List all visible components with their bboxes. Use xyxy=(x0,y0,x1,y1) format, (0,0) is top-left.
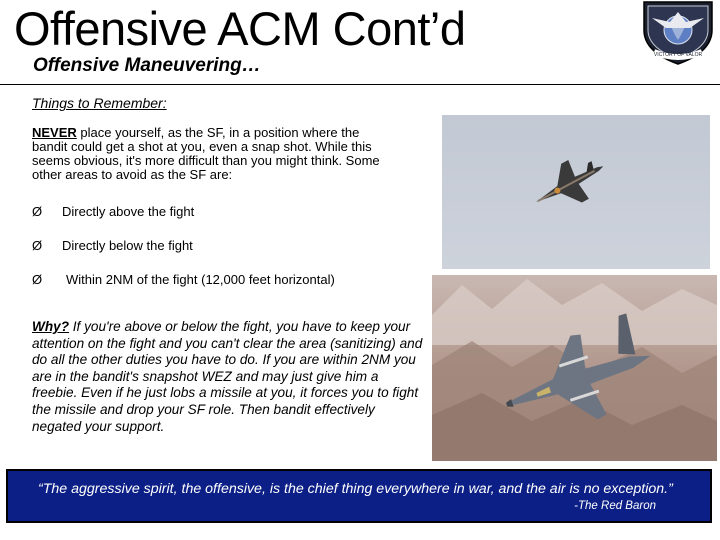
section-heading: Things to Remember: xyxy=(32,95,167,111)
intro-text: place yourself, as the SF, in a position where the bandit could get a shot at you, even a snap shot. While this seems obvious, it's more difficult than you might think. Some other areas to avoid as the SF are: xyxy=(32,125,380,182)
why-paragraph xyxy=(32,319,424,435)
bullet-item xyxy=(32,204,194,219)
bullet-item xyxy=(32,272,335,287)
bullet-text: Directly below the fight xyxy=(62,238,193,253)
slide-subtitle: Offensive Maneuvering… xyxy=(33,55,261,76)
why-label: Why? xyxy=(32,319,69,334)
squadron-emblem-icon xyxy=(640,0,716,66)
intro-paragraph xyxy=(32,126,392,182)
bullet-text: Within 2NM of the fight (12,000 feet horizontal) xyxy=(66,272,335,287)
slide-title: Offensive ACM Cont’d xyxy=(14,2,466,55)
quote-attribution: -The Red Baron xyxy=(574,500,656,512)
header-divider xyxy=(0,84,720,85)
quote-banner xyxy=(6,469,712,523)
bullet-arrow-icon: Ø xyxy=(32,238,43,253)
intro-emphasis: NEVER xyxy=(32,125,77,140)
quote-text: “The aggressive spirit, the offensive, is the chief thing everywhere in war, and the air is no exception.” xyxy=(38,481,673,497)
why-text: If you're above or below the fight, you have to keep your attention on the fight and you can't clear the area (sanitizing) and do all the other duties you have to do. If you are within 2NM you are in the bandit's snapshot WEZ and may just give him a freebie. Even if he just lobs a missile at you, it forces you to fight the missile and drop your SF role. Then bandit effectively negated your support. xyxy=(32,319,423,434)
jet-overhead-photo xyxy=(442,115,710,269)
emblem-text: VICTORY OF VALOR xyxy=(653,52,703,58)
bullet-text: Directly above the fight xyxy=(62,204,195,219)
bullet-item xyxy=(32,238,193,253)
bullet-arrow-icon: Ø xyxy=(32,204,43,219)
jet-over-mountains-photo xyxy=(432,275,717,461)
bullet-arrow-icon: Ø xyxy=(32,272,43,287)
